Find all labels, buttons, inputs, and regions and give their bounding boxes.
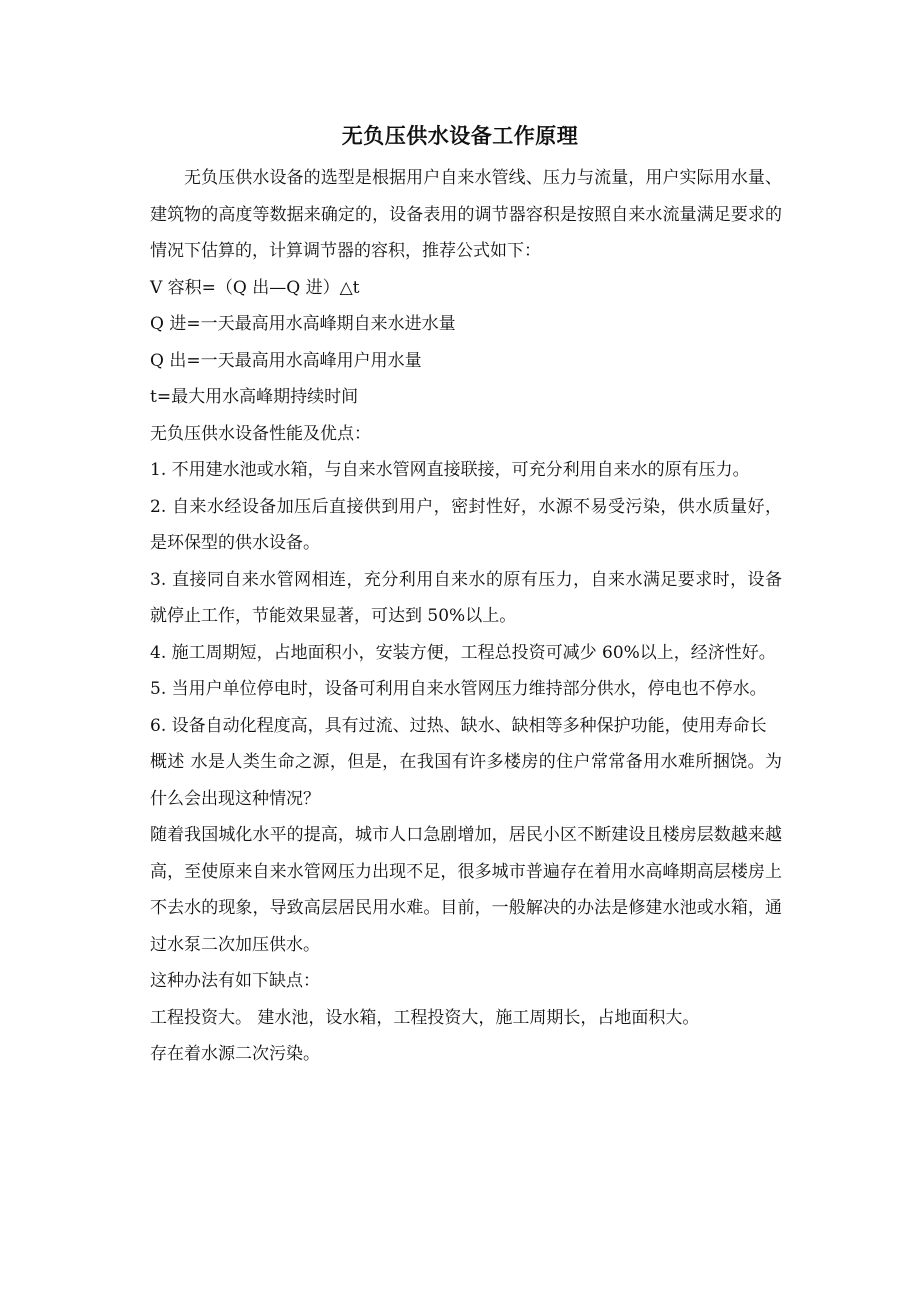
drawbacks-heading: 这种办法有如下缺点： <box>150 971 320 991</box>
advantage-item-6: 6. 设备自动化程度高，具有过流、过热、缺水、缺相等多种保护功能，使用寿命长 <box>150 715 767 736</box>
advantage-item-3: 3. 直接同自来水管网相连，充分利用自来水的原有压力，自来水满足要求时，设备就停止工作，节能效果显著，可达到 50%以上。 <box>150 569 782 626</box>
formula-q-out: Q 出=一天最高用水高峰用户用水量 <box>150 350 422 371</box>
formula-q-in: Q 进=一天最高用水高峰期自来水进水量 <box>150 314 456 334</box>
advantage-item-1: 1. 不用建水池或水箱，与自来水管网直接联接，可充分利用自来水的原有压力。 <box>150 460 750 480</box>
formula-volume: V 容积=（Q 出—Q 进）△t <box>150 277 360 298</box>
advantage-item-2: 2. 自来水经设备加压后直接供到用户，密封性好，水源不易受污染，供水质量好，是环保型的供水设备。 <box>150 496 782 553</box>
background-paragraph: 随着我国城化水平的提高，城市人口急剧增加，居民小区不断建设且楼房层数越来越高，至使原来自来水管网压力出现不足，很多城市普遍存在着用水高峰期高层楼房上不去水的现象，导致高层居民用水难。目前，一般解决的办法是修建水池或水箱，通过水泵二次加压供水。 <box>150 825 782 955</box>
overview-paragraph: 概述 水是人类生命之源，但是，在我国有许多楼房的住户常常备用水难所捆饶。为什么会出现这种情况？ <box>150 752 782 809</box>
drawback-item-1: 工程投资大。 建水池，设水箱，工程投资大，施工周期长，占地面积大。 <box>150 1007 700 1028</box>
section-heading-advantages: 无负压供水设备性能及优点： <box>150 423 371 444</box>
intro-paragraph: 无负压供水设备的选型是根据用户自来水管线、压力与流量，用户实际用水量、建筑物的高度等数据来确定的，设备表用的调节器容积是按照自来水流量满足要求的情况下估算的，计算调节器的容积，推荐公式如下： <box>150 168 782 261</box>
drawback-item-2: 存在着水源二次污染。 <box>150 1044 320 1064</box>
advantage-item-4: 4. 施工周期短，占地面积小，安装方便，工程总投资可减少 60%以上，经济性好。 <box>150 642 776 663</box>
formula-t: t=最大用水高峰期持续时间 <box>150 387 359 407</box>
document-body <box>150 160 782 1073</box>
document-title: 无负压供水设备工作原理 <box>341 124 579 148</box>
advantage-item-5: 5. 当用户单位停电时，设备可利用自来水管网压力维持部分供水，停电也不停水。 <box>150 679 767 699</box>
